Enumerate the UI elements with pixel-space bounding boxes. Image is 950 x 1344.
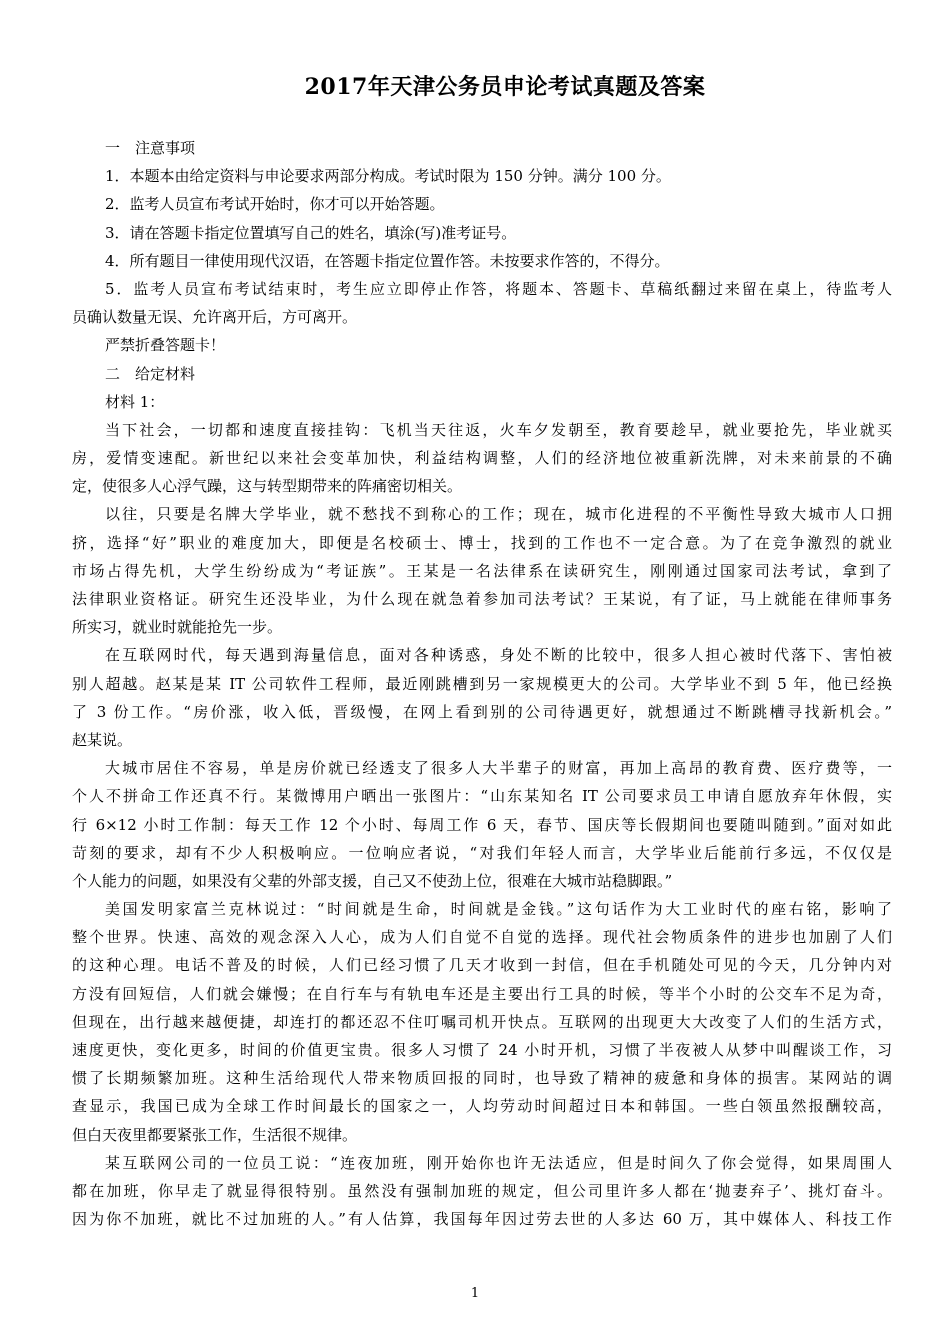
- text-line: 方没有回短信，人们就会嫌慢；在自行车与有轨电车还是主要出行工具的时候，等半个小时的公交车不足为奇，: [72, 984, 892, 1003]
- text-line: 当下社会，一切都和速度直接挂钩：飞机当天往返，火车夕发朝至，教育要趁早，就业要抢先，毕业就买: [105, 420, 892, 439]
- text-line: 的这种心理。电话不普及的时候，人们已经习惯了几天才收到一封信，但在手机随处可见的今天，几分钟内对: [72, 956, 892, 975]
- text-line: 个人不拼命工作还真不行。某微博用户晒出一张图片：“山东某知名 IT 公司要求员工申请自愿放弃年休假，实: [72, 787, 892, 806]
- page-number: 1: [470, 1286, 480, 1301]
- text-line: 某互联网公司的一位员工说：“连夜加班，刚开始你也许无法适应，但是时间久了你会觉得，如果周围人: [105, 1153, 892, 1172]
- text-line: 所实习，就业时就能抢先一步。: [72, 618, 283, 637]
- text-line: 法律职业资格证。研究生还没毕业，为什么现在就急着参加司法考试？王某说，有了证，马上就能在律师事务: [72, 590, 892, 608]
- notice-item-continued: 员确认数量无误、允许离开后，方可离开。: [72, 308, 358, 327]
- text-line: 以往，只要是名牌大学毕业，就不愁找不到称心的工作；现在，城市化进程的不平衡性导致大城市人口拥: [105, 505, 892, 524]
- text-line: 都在加班，你早走了就显得很特别。虽然没有强制加班的规定，但公司里许多人都在‘抛妻弃子’、挑灯奋斗。: [72, 1181, 892, 1200]
- text-line: 速度更快，变化更多，时间的价值更宝贵。很多人习惯了 24 小时开机，习惯了半夜被人从梦中叫醒谈工作，习: [72, 1041, 892, 1059]
- text-line: 但白天夜里都要紧张工作，生活很不规律。: [72, 1125, 358, 1144]
- warning-text: 严禁折叠答题卡！: [105, 336, 226, 355]
- paragraph: [72, 641, 892, 754]
- text-line: 大城市居住不容易，单是房价就已经透支了很多人大半辈子的财富，再加上高昂的教育费、医疗费等，一: [105, 759, 892, 778]
- text-line: 苛刻的要求，却有不少人积极响应。一位响应者说，“对我们年轻人而言，大学毕业后能前行多远，不仅仅是: [72, 843, 892, 862]
- document-body: [72, 134, 892, 1233]
- notice-item: 3．请在答题卡指定位置填写自己的姓名，填涂(写)准考证号。: [105, 223, 517, 242]
- paragraph: [72, 500, 892, 641]
- text-line: 在互联网时代，每天遇到海量信息，面对各种诱惑，身处不断的比较中，很多人担心被时代落下、害怕被: [105, 646, 892, 665]
- notice-item: 1．本题本由给定资料与申论要求两部分构成。考试时限为 150 分钟。满分 100 分。: [105, 167, 671, 186]
- text-line: 市场占得先机，大学生纷纷成为“考证族”。王某是一名法律系在读研究生，刚刚通过国家司法考试，拿到了: [72, 561, 892, 580]
- text-line: 个人能力的问题，如果没有父辈的外部支援，自己又不使劲上位，很难在大城市站稳脚跟。”: [72, 871, 673, 890]
- text-line: 查显示，我国已成为全球工作时间最长的国家之一，人均劳动时间超过日本和韩国。一些白领虽然报酬较高，: [72, 1097, 892, 1116]
- paragraph: [72, 754, 892, 895]
- notice-item: 2．监考人员宣布考试开始时，你才可以开始答题。: [105, 195, 445, 214]
- material-label: 材料 1：: [105, 392, 165, 411]
- text-line: 因为你不加班，就比不过加班的人。”有人估算，我国每年因过劳去世的人多达 60 万，其中媒体人、科技工作: [72, 1210, 892, 1229]
- paragraph: [72, 1149, 892, 1234]
- document-title: 2017年天津公务员申论考试真题及答案: [304, 74, 706, 100]
- section-heading-notice: 一 注意事项: [105, 139, 196, 157]
- text-line: 房，爱情变速配。新世纪以来社会变革加快，利益结构调整，人们的经济地位被重新洗牌，对未来前景的不确: [72, 449, 892, 468]
- text-line: 赵某说。: [72, 730, 133, 749]
- text-line: 但现在，出行越来越便捷，却连打的都还忍不住叮嘱司机开快点。互联网的出现更大大改变了人们的生活方式，: [72, 1012, 892, 1031]
- text-line: 定，使很多人心浮气躁，这与转型期带来的阵痛密切相关。: [72, 477, 463, 496]
- section-heading-material: 二 给定材料: [105, 364, 196, 383]
- text-line: 了 3 份工作。“房价涨，收入低，晋级慢，在网上看到别的公司待遇更好，就想通过不断跳槽寻找新机会。”: [72, 702, 892, 721]
- notice-item: 4．所有题目一律使用现代汉语，在答题卡指定位置作答。未按要求作答的，不得分。: [105, 251, 670, 270]
- text-line: 别人超越。赵某是某 IT 公司软件工程师，最近刚跳槽到另一家规模更大的公司。大学毕业不到 5 年，他已经换: [72, 674, 892, 693]
- text-line: 整个世界。快速、高效的观念深入人心，成为人们自觉不自觉的选择。现代社会物质条件的进步也加剧了人们: [72, 928, 892, 947]
- paragraph: [72, 895, 892, 1149]
- paragraph: [72, 416, 892, 501]
- text-line: 行 6×12 小时工作制：每天工作 12 个小时、每周工作 6 天，春节、国庆等长假期间也要随叫随到。”面对如此: [72, 815, 892, 834]
- notice-item: 5．监考人员宣布考试结束时，考生应立即停止作答，将题本、答题卡、草稿纸翻过来留在桌上，待监考人: [105, 279, 892, 298]
- text-line: 美国发明家富兰克林说过：“时间就是生命，时间就是金钱。”这句话作为大工业时代的座右铭，影响了: [105, 900, 892, 919]
- text-line: 惯了长期频繁加班。这种生活给现代人带来物质回报的同时，也导致了精神的疲惫和身体的损害。某网站的调: [72, 1069, 892, 1088]
- text-line: 挤，选择“好”职业的难度加大，即便是名校硕士、博士，找到的工作也不一定合意。为了在竞争激烈的就业: [72, 533, 892, 552]
